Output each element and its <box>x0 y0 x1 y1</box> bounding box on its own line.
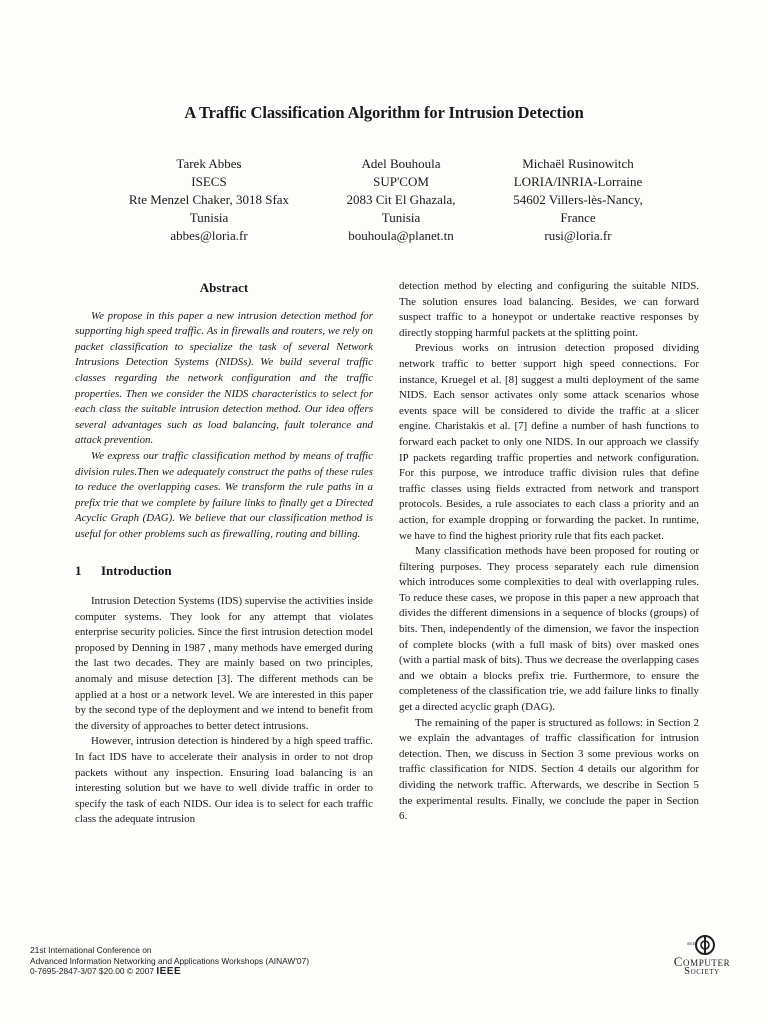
body-paragraph: Many classification methods have been proposed for routing or filtering purposes. They process separately each rule dimension which introduces some complexities to deal with overlapping rules. To reduce these cases, we propose in this paper a new approach that divides the different dimensions in a sequence of blocks (groups) of bits. Then, independently of the dimension, we favor the inspection of complete blocks (with a full mask of bits) over masked ones (with a partial mask of bits). Thus we decrease the overlapping cases and we obtain a blocks prefix trie. Furthermore, to ensure the completeness of the classification trie, we add failure links to finally get a directed acyclic graph (DAG). <box>399 545 699 714</box>
author-affiliation: ISECS <box>191 174 227 189</box>
author-affiliation: SUP'COM <box>373 174 429 189</box>
body-paragraph: The remaining of the paper is structured as follows: in Section 2 we explain the advantages of traffic classification for intrusion detection. Then, we discuss in Section 3 some previous works on traffic classification for NIDS. Section 4 details our algorithm for dividing the network traffic. Afterwards, we describe in Section 5 the experimental results. Finally, we conclude the paper in Section 6. <box>399 716 699 823</box>
author-address: 2083 Cit El Ghazala, <box>346 192 456 207</box>
author-affiliation: LORIA/INRIA-Lorraine <box>513 174 643 189</box>
author-name: Michaël Rusinowitch <box>522 156 634 171</box>
copyright-text: 0-7695-2847-3/07 $20.00 © 2007 <box>30 966 154 976</box>
author-name: Adel Bouhoula <box>361 156 441 171</box>
author-block <box>322 155 480 245</box>
author-name: Tarek Abbes <box>176 156 242 171</box>
logo-wordmark <box>662 954 742 977</box>
author-email: abbes@loria.fr <box>170 228 248 243</box>
left-column <box>75 280 373 828</box>
conference-footer <box>30 945 309 978</box>
author-country: France <box>560 210 596 225</box>
section-number: 1 <box>75 562 82 578</box>
logo-line-computer: Computer <box>673 954 731 969</box>
body-paragraph: However, intrusion detection is hindered by a high speed traffic. In fact IDS have to accelerate their analysis in order to not drop packets without any inspection. Ensuring load balancing is an interesting solution but we have to well divide traffic in order to specify the task of each NIDS. Our idea is to select for each traffic class the adequate intrusion <box>75 735 373 826</box>
logo-line-society: Society <box>684 966 720 977</box>
body-paragraph: detection method by electing and configuring the suitable NIDS. The solution ensures load balancing. Besides, we can forward suspect traffic to a honeypot or undertake reactive responses by directly stopping harmful packets at the splitting point. <box>399 280 699 339</box>
footer-line: 21st International Conference on <box>30 945 152 955</box>
footer-line: Advanced Information Networking and Applications Workshops (AINAW'07) <box>30 955 310 966</box>
author-country: Tunisia <box>189 210 229 225</box>
abstract-heading: Abstract <box>199 280 249 295</box>
ieee-wordmark: IEEE <box>156 966 182 977</box>
author-email: bouhoula@planet.tn <box>348 228 454 243</box>
section-title: Introduction <box>101 562 172 578</box>
abstract-section <box>75 280 373 543</box>
author-block <box>104 155 314 245</box>
abstract-paragraph: We express our traffic classification method by means of traffic division rules.Then we adequately construct the paths of these rules to reduce the overlapping cases. We transform the rule paths in a prefix trie that we complete by failure links to finally get a Directed Acyclic Graph (DAG). We believe that our classification method is useful for other problems such as firewalling, routing and billing. <box>75 449 373 540</box>
section-heading <box>75 563 373 579</box>
author-address: Rte Menzel Chaker, 3018 Sfax <box>128 192 290 207</box>
footer-line <box>30 966 309 978</box>
author-email: rusi@loria.fr <box>544 228 612 243</box>
body-paragraph: Intrusion Detection Systems (IDS) supervise the activities inside computer systems. They look for any attempt that violates enterprise security policies. Since the first intrusion detection model proposed by Denning in 1987 , many methods have emerged during the last two decades. They are mainly based on two principles, anomaly and misuse detection [3]. The different methods can be applied at a host or a network level. We are interested in this paper by the second type of the deployment and we intend to benefit from the diversity of approaches to better detect intrusions. <box>75 595 373 732</box>
right-column <box>399 279 699 825</box>
paper-title: A Traffic Classification Algorithm for Intrusion Detection <box>184 103 584 122</box>
author-country: Tunisia <box>381 210 421 225</box>
body-paragraph: Previous works on intrusion detection proposed dividing network traffic to better support high speed connections. For instance, Kruegel et al. [8] suggest a multi deployment of the same NIDS. Each sensor activates only some attack scenarios whose events space will be considered to divide the traffic at a slicer engine. Charistakis et al. [7] define a number of hash functions to forward each packet to only one NIDS. In our approach we classify IP packets regarding traffic properties and network configuration. For this purpose, we introduce traffic division rules that define traffic classes using fields extracted from network and transport protocols. Besides, a rule associates to each class a priority and an action, for example dropping or forwarding the packet. In runtime, we have to find the highest priority rule that fits each packet. <box>399 342 699 542</box>
author-block <box>488 155 668 245</box>
abstract-paragraph: We propose in this paper a new intrusion detection method for supporting high speed traffic. As in firewalls and routers, we rely on packet classification to specialize the task of several Network Intrusions Detection Systems (NIDSs). We build several traffic classes regarding the network configuration and the traffic properties. Then we consider the NIDS characteristics to select for each class the suitable intrusion detection method. Our idea offers several advantages such as load balancing, fault tolerance and attack prevention. <box>75 309 373 447</box>
author-address: 54602 Villers-lès-Nancy, <box>513 192 643 207</box>
emblem-small-text: IEEE <box>687 942 696 946</box>
computer-society-logo <box>662 933 742 985</box>
